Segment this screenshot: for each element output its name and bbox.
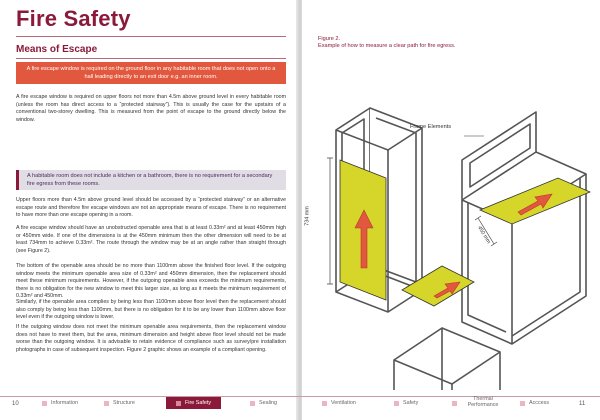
- callout-habitable-room: A habitable room does not include a kitchen or a bathroom, there is no requirement for a secondary fire egress from these rooms.: [16, 170, 286, 190]
- section-divider: [16, 58, 286, 59]
- footer-divider: [0, 396, 600, 397]
- nav-item-thermal-performance[interactable]: Thermal Performance: [452, 397, 505, 409]
- nav-bullet-icon: [322, 401, 327, 406]
- figure-window-diagram: [302, 60, 600, 390]
- section-heading: Means of Escape: [16, 44, 98, 55]
- figure-number: Figure 2.: [318, 36, 341, 42]
- callout-ground-floor: A fire escape window is required on the ground floor in any habitable room that does not open onto a hall leading directly to an exit door e.g. an inner room.: [16, 62, 286, 84]
- nav-item-access[interactable]: Acccess: [520, 397, 549, 409]
- paragraph-floor-level: The bottom of the openable area should be no more than 1100mm above the finished floor level. If the outgoing window meets the minimum openable area size of 0.33m² and 450mm dimension, then the replacement should meet these minimum requirements. However, if the outgoing openable area exceeds the minimum requirements, there is no obligation for the new window to meet this larger size, as long as it meets the minimum requirement of 0.33m² and 450mm.: [16, 263, 286, 300]
- paragraph-upper-floors: A fire escape window is required on upper floors not more than 4.5m above ground level in every habitable room (unless the room has direct access to a “protected stairway”). This is usually the case for the upstairs of a conventional two-storey dwelling. This is measured from the point of escape to the ground directly below the window.: [16, 94, 286, 123]
- nav-item-sealing[interactable]: Sealing: [250, 397, 277, 409]
- right-page: [302, 0, 600, 420]
- title-divider: [16, 36, 286, 37]
- openable-area-sash: [480, 178, 590, 224]
- nav-bullet-icon: [104, 401, 109, 406]
- dimension-label-450: 450 mm: [476, 225, 492, 245]
- nav-item-fire-safety[interactable]: Fire Safety: [166, 397, 221, 409]
- paragraph-outgoing-window: If the outgoing window does not meet the minimum openable area requirements, then the replacement window does not have to meet them, but the area, minimum dimension and height above floor level should not be made worse than the outgoing window. It is advisable to retain evidence of compliance such as survey/pre installation photographs in case of subsequent inspection. Figure 2 graphic shows an example of a compliant opening.: [16, 324, 286, 353]
- nav-item-ventilation[interactable]: Ventilation: [322, 397, 356, 409]
- nav-item-safety[interactable]: Safety: [394, 397, 418, 409]
- dimension-label-734: 734 mm: [304, 206, 311, 226]
- paragraph-openable-area: A fire escape window should have an unobstructed openable area that is at least 0.33m² and at least 450mm high or 450mm wide. If one of the dimensions is at the 450mm minimum then the other dimension will need to be at least 734mm to achieve 0.33m². The route through the window may be at an angle rather than straight through (see Figure 2).: [16, 225, 286, 254]
- nav-bullet-icon: [452, 401, 457, 406]
- frame-elements-label: Frame Elements: [410, 124, 452, 130]
- nav-bullet-icon: [520, 401, 525, 406]
- nav-bullet-icon: [250, 401, 255, 406]
- paragraph-height-compliance: Similarly, if the openable area complies by being less than 1100mm above floor level then the replacement should also comply by being less than 1100mm, but there is no obligation for it to be any lower than 1100mm above floor level even if the outgoing window is lower.: [16, 299, 286, 321]
- page-title: Fire Safety: [16, 6, 131, 31]
- page-number-left: 10: [12, 401, 19, 407]
- nav-item-structure[interactable]: Structure: [104, 397, 135, 409]
- figure-caption: Example of how to measure a clear path for fire egress.: [318, 43, 456, 49]
- page-number-right: 11: [579, 401, 586, 407]
- paragraph-protected-stairway: Upper floors more than 4.5m above ground level should be accessed by a “protected stairway” or an alternative escape route and therefore fire escape windows are not an appropriate means of escape. There is no requirement to have more than one escape opening in a room.: [16, 197, 286, 219]
- window-frame-tilt: [394, 328, 500, 390]
- nav-bullet-icon: [176, 401, 181, 406]
- nav-item-information[interactable]: Information: [42, 397, 78, 409]
- left-page: [0, 0, 298, 420]
- nav-bullet-icon: [42, 401, 47, 406]
- nav-bullet-icon: [394, 401, 399, 406]
